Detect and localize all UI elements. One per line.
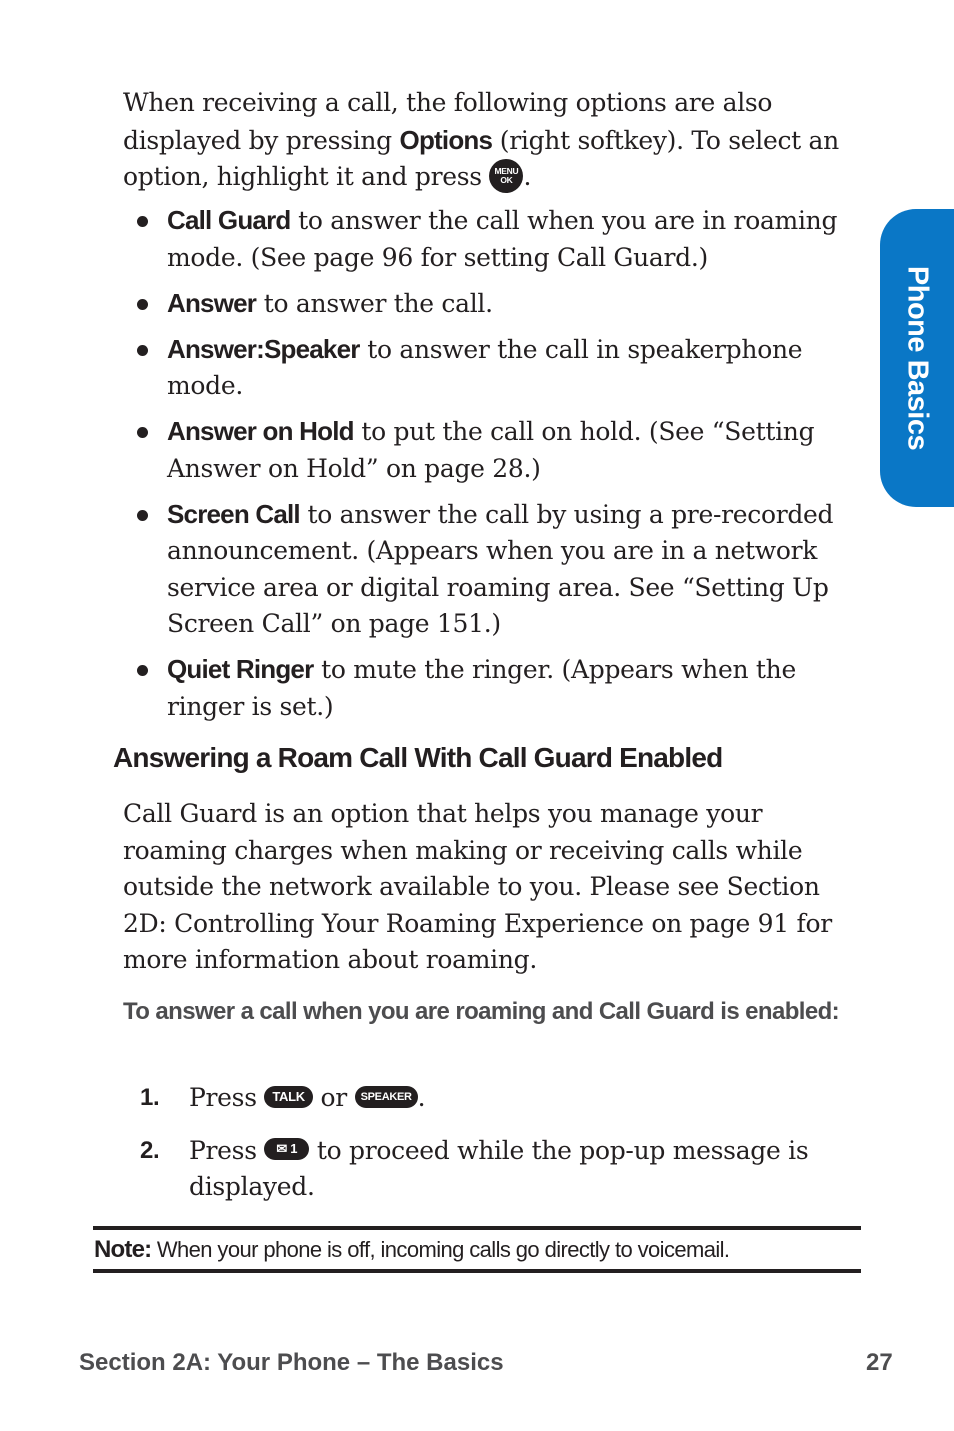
intro-text-2: (right softkey). To select an option, highlight it and press (123, 125, 839, 191)
list-item (123, 651, 843, 725)
talk-key-icon: TALK (264, 1086, 313, 1108)
instruction-heading: To answer a call when you are roaming and Call Guard is enabled: (123, 998, 840, 1025)
envelope-one-key-icon: ✉ 1 (264, 1138, 309, 1160)
list-item (123, 496, 843, 643)
list-item (123, 331, 843, 405)
step-text: or (312, 1083, 355, 1112)
option-term: Answer (167, 287, 257, 318)
menu-key-bottom: OK (500, 174, 513, 185)
step-text: to proceed while the pop-up message is displayed. (189, 1135, 809, 1201)
options-list (123, 202, 843, 734)
step-number: 2. (140, 1136, 160, 1164)
note-paragraph (94, 1236, 729, 1264)
step-text: Press (189, 1135, 265, 1165)
steps-list (140, 1080, 840, 1222)
section-side-tab (880, 209, 954, 507)
bullet-dot (137, 665, 148, 676)
option-text: to mute the ringer. (Appears when the ringer is set.) (167, 655, 796, 721)
bullet-dot (137, 427, 148, 438)
option-text: to answer the call. (256, 288, 493, 318)
intro-paragraph (123, 85, 843, 196)
note-label: Note: (94, 1236, 152, 1263)
step-item (140, 1080, 840, 1117)
footer-page-number: 27 (866, 1349, 893, 1376)
step-item (140, 1133, 840, 1206)
list-item (123, 285, 843, 323)
note-text: When your phone is off, incoming calls go directly to voicemail. (151, 1237, 730, 1262)
step-number: 1. (140, 1084, 160, 1111)
section-subheading: Answering a Roam Call With Call Guard Enabled (113, 742, 723, 773)
option-term: Answer:Speaker (167, 333, 360, 364)
intro-text-1: When receiving a call, the following options are also displayed by pressing (123, 88, 773, 155)
speaker-key-icon: SPEAKER (355, 1086, 418, 1108)
call-guard-paragraph: Call Guard is an option that helps you manage your roaming charges when making or receiving calls while outside the network available to you. Please see Section 2D: Controlling Your Roaming Experience on page 91 for more information about roaming. (123, 799, 832, 974)
option-term: Answer on Hold (167, 416, 354, 446)
option-text: to put the call on hold. (See “Setting Answer on Hold” on page 28.) (167, 417, 815, 483)
bullet-dot (137, 510, 148, 521)
options-label: Options (399, 124, 493, 155)
side-tab-label: Phone Basics (901, 265, 934, 451)
option-term: Call Guard (167, 205, 291, 235)
bullet-dot (137, 216, 148, 227)
bullet-dot (137, 299, 148, 310)
note-box (93, 1226, 861, 1273)
option-text: to answer the call by using a pre-recorded announcement. (Appears when you are in a network service area or digital roaming area. See “Setting Up Screen Call” on page 151.) (167, 499, 834, 638)
footer-section-title: Section 2A: Your Phone – The Basics (79, 1349, 504, 1376)
list-item (123, 202, 843, 276)
step-text: . (417, 1083, 426, 1112)
menu-key-top: MENU (494, 165, 519, 176)
option-term: Quiet Ringer (167, 654, 314, 684)
menu-ok-key-icon (489, 159, 523, 193)
option-term: Screen Call (167, 498, 300, 529)
intro-text-3: . (523, 162, 532, 191)
list-item (123, 413, 843, 487)
bullet-dot (137, 345, 148, 356)
option-text: to answer the call when you are in roaming mode. (See page 96 for setting Call Guard.) (167, 206, 838, 272)
option-text: to answer the call in speakerphone mode. (167, 334, 803, 400)
step-text: Press (189, 1083, 265, 1112)
